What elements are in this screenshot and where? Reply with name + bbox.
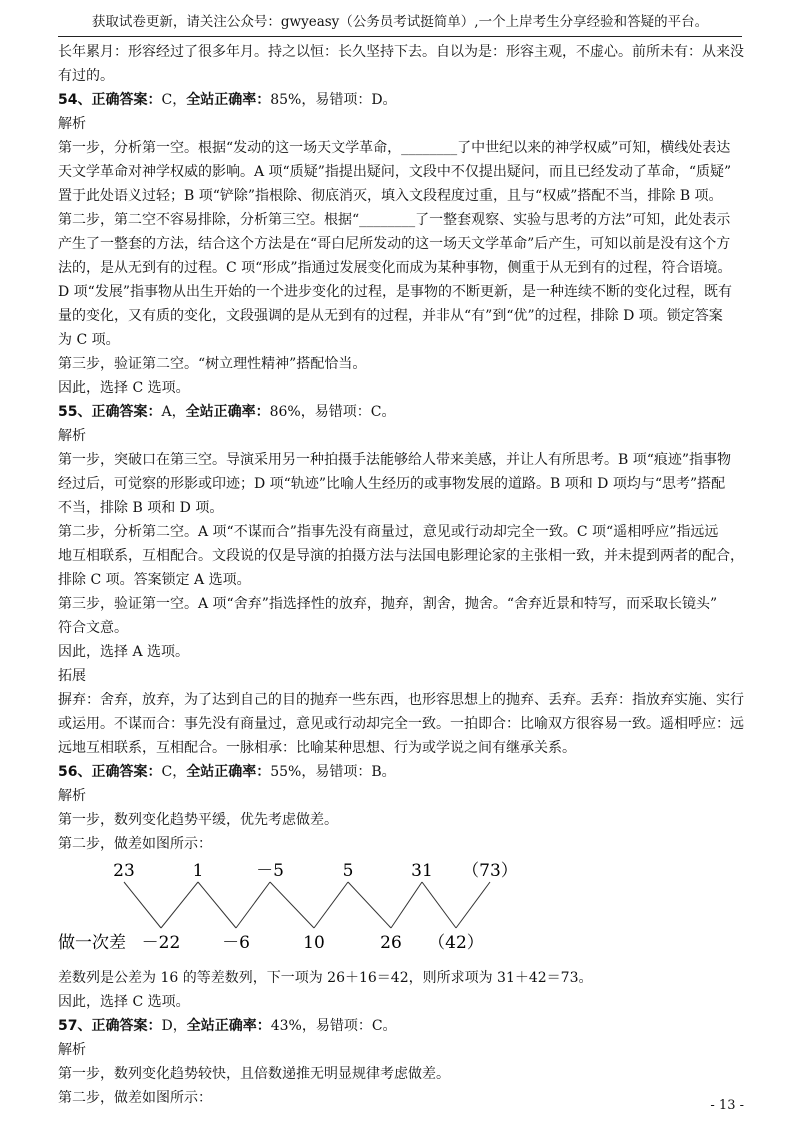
answer-value: 86%，易错项：C。 — [269, 404, 396, 420]
text-line: 第一步，数列变化趋势平缓，优先考虑做差。 — [58, 812, 338, 828]
text-line: 第三步，验证第二空。“树立理性精神”搭配恰当。 — [58, 356, 367, 372]
answer-line — [58, 88, 748, 112]
sequence-term: 1 — [192, 861, 204, 881]
text-line: 拓展 — [58, 668, 86, 684]
text-line: 经过后，可觉察的形影或印迹；D 项“轨迹”比喻人生经历的或事物发展的道路。B 项和 D 项均与“思考”搭配 — [58, 476, 726, 492]
connector-line — [314, 882, 348, 928]
connector-line — [348, 882, 391, 928]
accuracy-label: 全站正确率： — [186, 764, 271, 780]
answer-value: C， — [161, 92, 187, 108]
text-line: 第一步，数列变化趋势较快，且倍数递推无明显规律考虑做差。 — [58, 1066, 450, 1082]
answer-value: C， — [161, 764, 187, 780]
accuracy-label: 全站正确率： — [186, 92, 271, 108]
text-line: 第二步，做差如图所示： — [58, 836, 212, 852]
text-line: 有过的。 — [58, 68, 114, 84]
answer-label: 57、正确答案： — [58, 1018, 162, 1034]
accuracy-label: 全站正确率： — [185, 404, 270, 420]
text-line: 长年累月：形容经过了很多年月。持之以恒：长久坚持下去。自以为是：形容主观，不虚心。前所未有：从来没 — [58, 44, 744, 60]
text-line: 地互相联系，互相配合。文段说的仅是导演的拍摄方法与法国电影理论家的主张相一致，并未提到两者的配合， — [58, 548, 744, 564]
text-line: 不当，排除 B 项和 D 项。 — [58, 500, 224, 516]
answer-value: 85%，易错项：D。 — [270, 92, 397, 108]
text-line: 天文学革命对神学权威的影响。A 项“质疑”指提出疑问，文段中不仅提出疑问，而且已经发动了革命，“质疑” — [58, 164, 732, 180]
header-divider — [58, 36, 742, 37]
answer-value: 43%，易错项：C。 — [270, 1018, 397, 1034]
text-line: D 项“发展”指事物从出生开始的一个进步变化的过程，是事物的不断更新，是一种连续不断的变化过程，既有 — [58, 284, 732, 300]
connector-line — [198, 882, 236, 928]
connector-line — [422, 882, 456, 928]
text-line: 产生了一整套的方法，结合这个方法是在“哥白尼所发动的这一场天文学革命”后产生，可知以前是没有这个方 — [58, 236, 731, 252]
text-line: 解析 — [58, 428, 86, 444]
text-line: 第一步，突破口在第三空。导演采用另一种拍摄手法能够给人带来美感，并让人有所思考。B 项“痕迹”指事物 — [58, 452, 732, 468]
page-header: 获取试卷更新，请关注公众号：gwyeasy（公务员考试挺简单）,一个上岸考生分享经验和答疑的平台。 — [91, 14, 709, 30]
text-line: 排除 C 项。答案锁定 A 选项。 — [58, 572, 251, 588]
answer-value: A， — [161, 404, 186, 420]
difference-term: 10 — [303, 933, 325, 953]
answer-line — [58, 760, 748, 784]
difference-term: 26 — [380, 933, 402, 953]
connector-line — [161, 882, 198, 928]
accuracy-label: 全站正确率： — [186, 1018, 271, 1034]
connector-line — [236, 882, 270, 928]
text-line: 解析 — [58, 788, 86, 804]
connector-line — [391, 882, 422, 928]
text-line: 远地互相联系，互相配合。一脉相承：比喻某种思想、行为或学说之间有继承关系。 — [58, 740, 576, 756]
connector-line — [456, 882, 490, 928]
text-line: 因此，选择 A 选项。 — [58, 644, 190, 660]
document-body — [58, 40, 748, 1110]
answer-label: 56、正确答案： — [58, 764, 162, 780]
text-line: 解析 — [58, 116, 86, 132]
sequence-term: －5 — [256, 861, 284, 881]
answer-line — [58, 1014, 748, 1038]
page-number: - 13 - — [710, 1098, 744, 1113]
answer-label: 55、正确答案： — [58, 404, 162, 420]
text-line: 第一步，分析第一空。根据“发动的这一场天文学革命，________了中世纪以来的神学权威”可知，横线处表达 — [58, 140, 731, 156]
text-line: 解析 — [58, 1042, 86, 1058]
text-line: 第二步，做差如图所示： — [58, 1090, 212, 1106]
text-line: 量的变化，又有质的变化，文段强调的是从无到有的过程，并非从“有”到“优”的过程，排除 D 项。锁定答案 — [58, 308, 723, 324]
text-line: 差数列是公差为 16 的等差数列，下一项为 26＋16＝42，则所求项为 31＋42＝73。 — [58, 970, 593, 986]
answer-value: 55%，易错项：B。 — [270, 764, 396, 780]
text-line: 第三步，验证第一空。A 项“舍弃”指选择性的放弃，抛弃，割舍，抛舍。“舍弃近景和特写，而采取长镜头” — [58, 596, 718, 612]
text-line: 符合文意。 — [58, 620, 128, 636]
text-line: 或运用。不谋而合：事先没有商量过，意见或行动却完全一致。一拍即合：比喻双方很容易一致。遥相呼应：远 — [58, 716, 744, 732]
text-line: 置于此处语义过轻；B 项“铲除”指根除、彻底消灭，填入文段程度过重，且与“权威”搭配不当，排除 B 项。 — [58, 188, 723, 204]
connector-line — [270, 882, 314, 928]
difference-term: －22 — [141, 933, 181, 953]
answer-line — [58, 400, 748, 424]
answer-value: D， — [161, 1018, 187, 1034]
answer-label: 54、正确答案： — [58, 92, 162, 108]
difference-label: 做一次差 — [58, 933, 126, 953]
text-line: 因此，选择 C 选项。 — [58, 380, 190, 396]
text-line: 因此，选择 C 选项。 — [58, 994, 190, 1010]
sequence-term: 23 — [113, 861, 135, 881]
connector-line — [124, 882, 161, 928]
difference-diagram — [58, 856, 748, 966]
sequence-term: 5 — [342, 861, 354, 881]
text-line: 为 C 项。 — [58, 332, 120, 348]
text-line: 摒弃：舍弃，放弃，为了达到自己的目的抛弃一些东西，也形容思想上的抛弃、丢弃。丢弃：指放弃实施、实行 — [58, 692, 744, 708]
sequence-term: 31 — [411, 861, 433, 881]
difference-term: －6 — [222, 933, 250, 953]
text-line: 法的，是从无到有的过程。C 项“形成”指通过发展变化而成为某种事物，侧重于从无到有的过程，符合语境。 — [58, 260, 732, 276]
text-line: 第二步，第二空不容易排除，分析第三空。根据“________了一整套观察、实验与思考的方法”可知，此处表示 — [58, 212, 731, 228]
sequence-term: （73） — [462, 861, 518, 881]
difference-term: （42） — [428, 933, 484, 953]
text-line: 第二步，分析第二空。A 项“不谋而合”指事先没有商量过，意见或行动却完全一致。C 项“遥相呼应”指远远 — [58, 524, 719, 540]
